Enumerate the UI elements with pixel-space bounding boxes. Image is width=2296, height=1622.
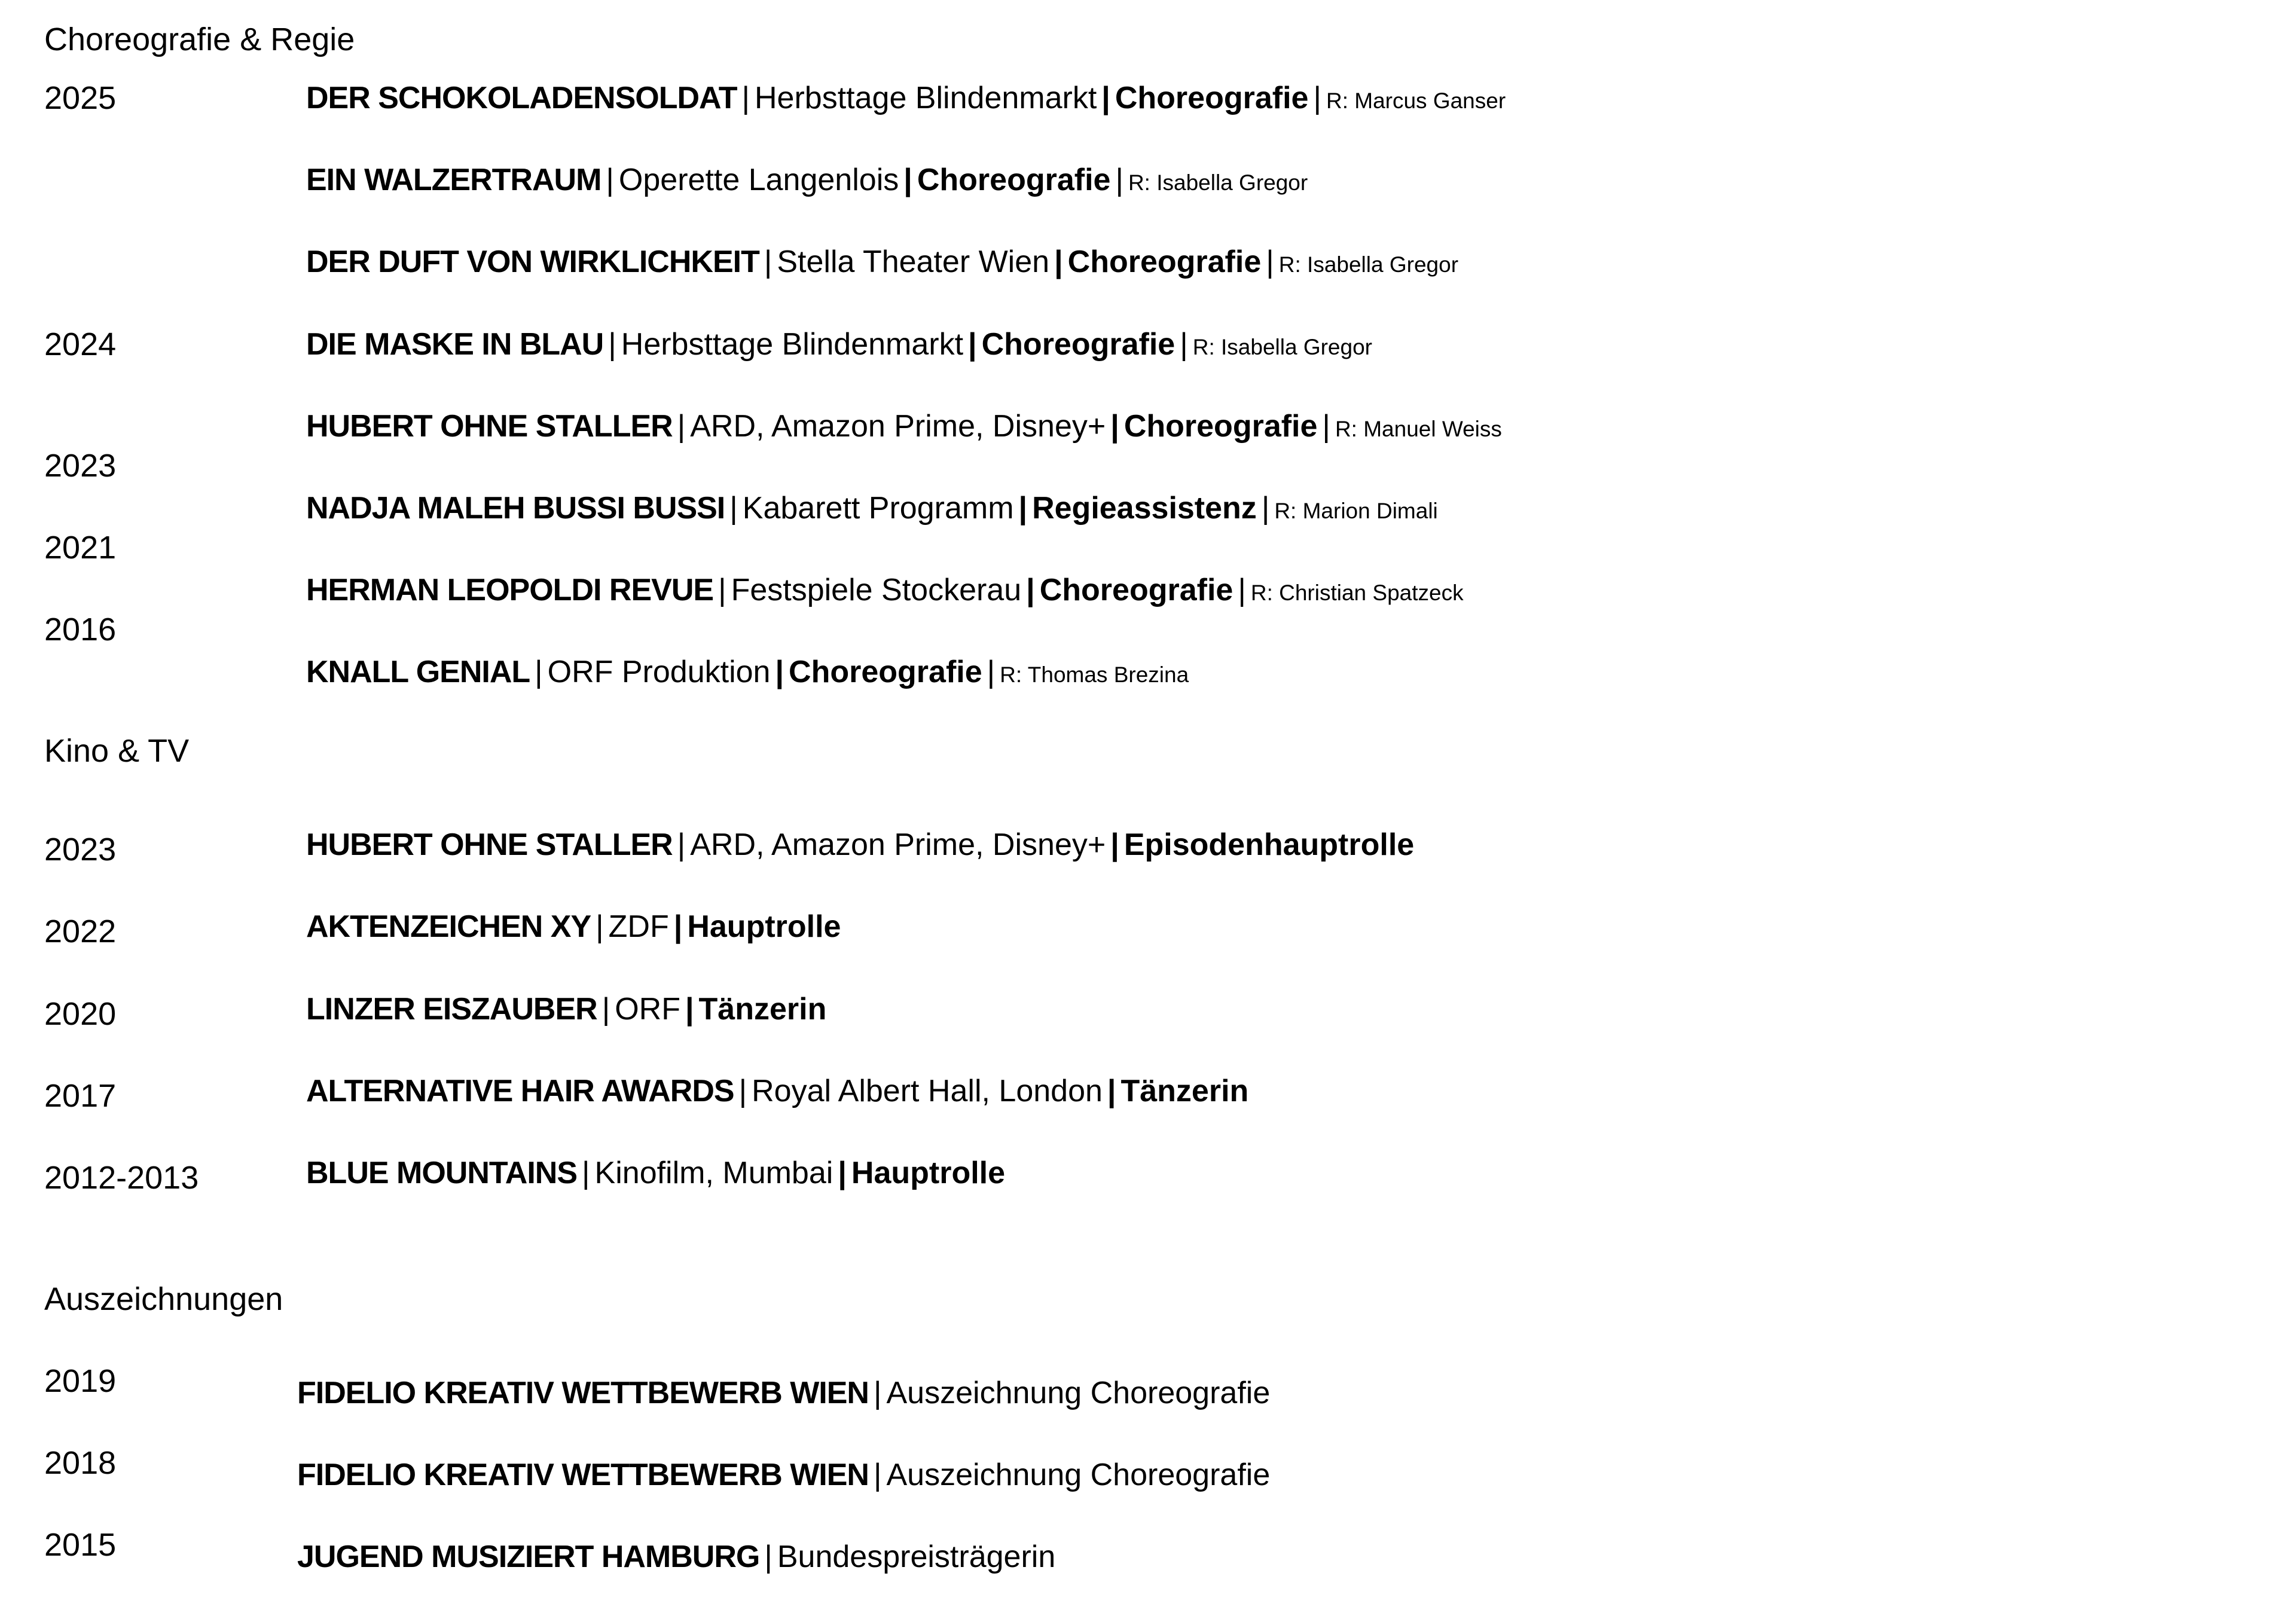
entry-role: Choreografie	[981, 327, 1176, 362]
year-label: 2018	[44, 1445, 117, 1481]
entry-venue: ARD, Amazon Prime, Disney+	[690, 409, 1106, 444]
separator: |	[685, 992, 694, 1027]
separator: |	[1238, 573, 1246, 607]
entry-role: Hauptrolle	[687, 909, 841, 944]
entry-venue: Auszeichnung Choreografie	[886, 1376, 1271, 1410]
entry-director: R: Isabella Gregor	[1128, 170, 1308, 195]
year-label: 2023	[44, 448, 117, 484]
year-label: 2016	[44, 612, 117, 647]
entry-venue: Kabarett Programm	[742, 491, 1014, 526]
year-label: 2025	[44, 80, 117, 116]
separator: |	[838, 1156, 847, 1190]
separator: |	[873, 1458, 882, 1492]
entry-row	[306, 159, 1308, 201]
separator: |	[673, 909, 683, 944]
entry-director: R: Isabella Gregor	[1278, 252, 1459, 277]
separator: |	[741, 81, 750, 115]
separator: |	[608, 327, 616, 362]
separator: |	[729, 491, 738, 526]
entry-role: Tänzerin	[1120, 1074, 1249, 1108]
separator: |	[677, 409, 686, 444]
entry-venue: Festspiele Stockerau	[731, 573, 1022, 607]
entry-title: HUBERT OHNE STALLER	[306, 827, 673, 862]
entry-row	[306, 1152, 1005, 1194]
entry-row	[306, 1070, 1248, 1112]
entry-venue: ZDF	[608, 909, 669, 944]
separator: |	[1018, 491, 1028, 526]
entry-role: Choreografie	[1039, 573, 1234, 607]
year-label: 2021	[44, 530, 117, 566]
entry-role: Hauptrolle	[851, 1156, 1006, 1190]
entry-venue: Royal Albert Hall, London	[752, 1074, 1103, 1108]
entry-venue: Stella Theater Wien	[777, 245, 1050, 279]
entry-role: Choreografie	[1123, 409, 1318, 444]
entry-row	[306, 487, 1438, 529]
separator: |	[968, 327, 977, 362]
entry-venue: Auszeichnung Choreografie	[886, 1458, 1271, 1492]
separator: |	[1107, 1074, 1116, 1108]
entry-title: HUBERT OHNE STALLER	[306, 409, 673, 444]
separator: |	[718, 573, 726, 607]
entry-title: HERMAN LEOPOLDI REVUE	[306, 573, 714, 607]
separator: |	[596, 909, 604, 944]
separator: |	[1101, 81, 1110, 115]
entry-title: FIDELIO KREATIV WETTBEWERB WIEN	[297, 1376, 869, 1410]
entry-role: Choreografie	[789, 655, 982, 689]
separator: |	[677, 827, 686, 862]
separator: |	[1026, 573, 1035, 607]
entry-title: FIDELIO KREATIV WETTBEWERB WIEN	[297, 1458, 869, 1492]
entry-role: Choreografie	[1115, 81, 1309, 115]
entry-title: BLUE MOUNTAINS	[306, 1156, 578, 1190]
entry-director: R: Marion Dimali	[1274, 499, 1438, 523]
year-label: 2017	[44, 1078, 117, 1114]
entry-row	[306, 77, 1506, 119]
separator: |	[1180, 327, 1188, 362]
entry-row	[297, 1536, 1055, 1578]
entry-venue: Operette Langenlois	[618, 163, 899, 197]
year-label: 2012-2013	[44, 1160, 199, 1196]
separator: |	[1322, 409, 1330, 444]
entry-director: R: Manuel Weiss	[1335, 417, 1502, 441]
section-heading: Auszeichnungen	[44, 1281, 283, 1317]
entry-row	[306, 405, 1502, 447]
entry-venue: ARD, Amazon Prime, Disney+	[690, 827, 1106, 862]
entry-title: EIN WALZERTRAUM	[306, 163, 602, 197]
entry-venue: Bundespreisträgerin	[777, 1539, 1056, 1574]
separator: |	[775, 655, 784, 689]
separator: |	[602, 992, 610, 1027]
separator: |	[764, 245, 773, 279]
entry-row	[306, 824, 1414, 866]
entry-row	[306, 906, 841, 948]
entry-title: AKTENZEICHEN XY	[306, 909, 591, 944]
entry-role: Episodenhauptrolle	[1123, 827, 1415, 862]
entry-venue: ORF Produktion	[547, 655, 771, 689]
separator: |	[873, 1376, 882, 1410]
year-label: 2019	[44, 1363, 117, 1399]
entry-title: LINZER EISZAUBER	[306, 992, 597, 1027]
entry-role: Regieassistenz	[1032, 491, 1257, 526]
entry-role: Choreografie	[1067, 245, 1262, 279]
year-label: 2022	[44, 914, 117, 949]
entry-title: DER DUFT VON WIRKLICHKEIT	[306, 245, 759, 279]
separator: |	[1115, 163, 1123, 197]
entry-row	[306, 241, 1458, 283]
separator: |	[1261, 491, 1270, 526]
year-label: 2023	[44, 832, 117, 867]
separator: |	[987, 655, 996, 689]
entry-row	[297, 1454, 1270, 1496]
entry-role: Tänzerin	[698, 992, 827, 1027]
entry-role: Choreografie	[917, 163, 1111, 197]
entry-venue: Herbsttage Blindenmarkt	[621, 327, 964, 362]
entry-director: R: Christian Spatzeck	[1250, 581, 1464, 605]
separator: |	[903, 163, 912, 197]
section-heading: Kino & TV	[44, 733, 190, 769]
separator: |	[1054, 245, 1063, 279]
separator: |	[535, 655, 543, 689]
year-label: 2015	[44, 1527, 117, 1563]
entry-row	[306, 651, 1189, 693]
entry-venue: Herbsttage Blindenmarkt	[755, 81, 1097, 115]
entry-venue: Kinofilm, Mumbai	[594, 1156, 833, 1190]
separator: |	[764, 1539, 773, 1574]
section-heading: Choreografie & Regie	[44, 22, 355, 57]
separator: |	[606, 163, 614, 197]
entry-director: R: Marcus Ganser	[1326, 88, 1506, 113]
separator: |	[1313, 81, 1321, 115]
entry-title: ALTERNATIVE HAIR AWARDS	[306, 1074, 734, 1108]
entry-director: R: Isabella Gregor	[1192, 335, 1372, 359]
entry-title: JUGEND MUSIZIERT HAMBURG	[297, 1539, 760, 1574]
separator: |	[582, 1156, 590, 1190]
entry-title: NADJA MALEH BUSSI BUSSI	[306, 491, 725, 526]
entry-row	[306, 323, 1372, 365]
separator: |	[1266, 245, 1274, 279]
entry-row	[306, 569, 1464, 611]
entry-director: R: Thomas Brezina	[1000, 662, 1189, 687]
entry-venue: ORF	[615, 992, 680, 1027]
separator: |	[1110, 827, 1119, 862]
entry-title: DIE MASKE IN BLAU	[306, 327, 604, 362]
entry-title: DER SCHOKOLADENSOLDAT	[306, 81, 737, 115]
separator: |	[1110, 409, 1119, 444]
entry-row	[297, 1372, 1270, 1414]
year-label: 2020	[44, 996, 117, 1032]
entry-title: KNALL GENIAL	[306, 655, 530, 689]
separator: |	[738, 1074, 747, 1108]
year-label: 2024	[44, 326, 117, 362]
entry-row	[306, 988, 826, 1030]
